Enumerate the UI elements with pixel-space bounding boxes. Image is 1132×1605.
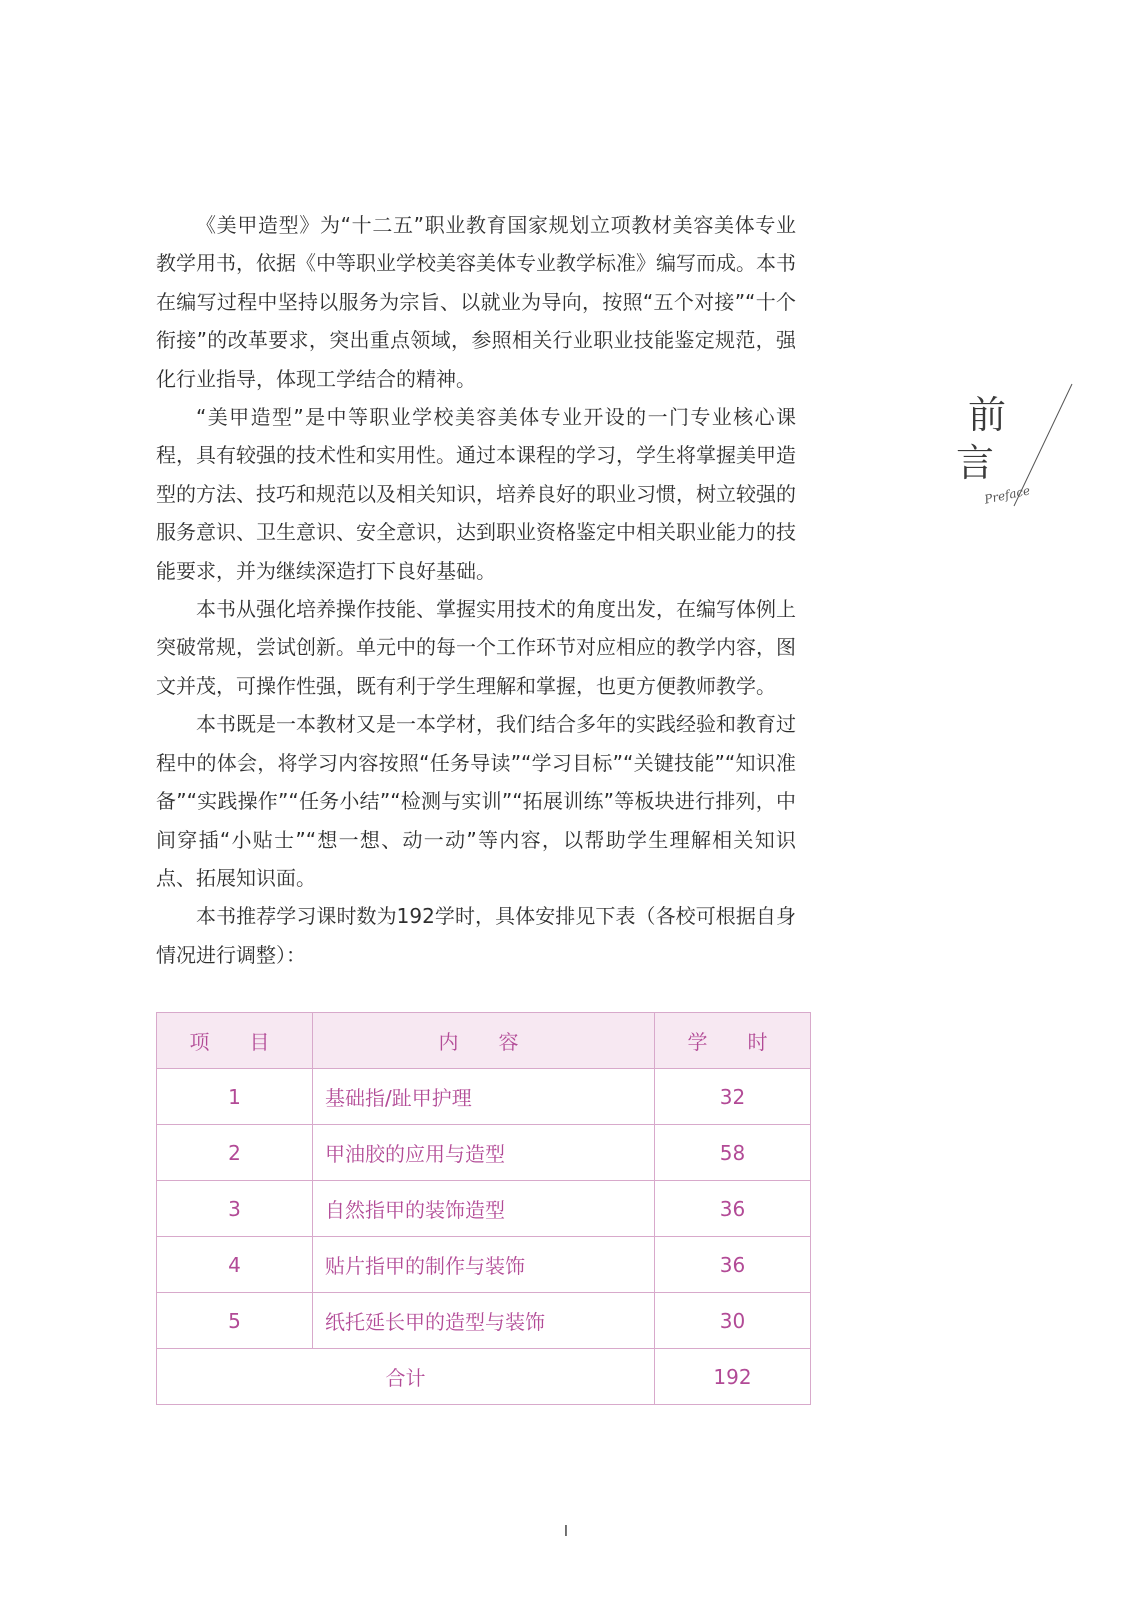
page-number: I	[563, 1522, 569, 1540]
row-number: 4	[157, 1237, 313, 1293]
table-row	[157, 1125, 811, 1181]
row-number: 1	[157, 1069, 313, 1125]
row-hours: 32	[655, 1069, 811, 1125]
paragraph-4: 本书既是一本教材又是一本学材，我们结合多年的实践经验和教育过程中的体会，将学习内容按照“任务导读”“学习目标”“关键技能”“知识准备”“实践操作”“任务小结”“检测与实训”“拓展训练”等板块进行排列，中间穿插“小贴士”“想一想、动一动”等内容，以帮助学生理解相关知识点、拓展知识面。	[156, 712, 796, 890]
header-content: 内 容	[313, 1013, 655, 1069]
paragraph-5: 本书推荐学习课时数为192学时，具体安排见下表（各校可根据自身情况进行调整）：	[156, 904, 796, 967]
total-hours: 192	[655, 1349, 811, 1405]
row-content: 甲油胶的应用与造型	[313, 1125, 655, 1181]
heading-english: Preface	[983, 483, 1032, 507]
heading-char-yan: 言	[956, 441, 995, 485]
table-row	[157, 1237, 811, 1293]
table-total-row	[157, 1349, 811, 1405]
table-header-row	[157, 1013, 811, 1069]
paragraph-3: 本书从强化培养操作技能、掌握实用技术的角度出发，在编写体例上突破常规，尝试创新。单元中的每一个工作环节对应相应的教学内容，图文并茂，可操作性强，既有利于学生理解和掌握，也更方便教师教学。	[156, 597, 796, 698]
table-row	[157, 1293, 811, 1349]
table-row	[157, 1069, 811, 1125]
preface-heading	[956, 380, 1080, 520]
row-hours: 36	[655, 1237, 811, 1293]
heading-char-qian: 前	[968, 393, 1007, 437]
row-number: 2	[157, 1125, 313, 1181]
table-row	[157, 1181, 811, 1237]
row-content: 纸托延长甲的造型与装饰	[313, 1293, 655, 1349]
row-number: 5	[157, 1293, 313, 1349]
paragraph-1: 《美甲造型》为“十二五”职业教育国家规划立项教材美容美体专业教学用书，依据《中等职业学校美容美体专业教学标准》编写而成。本书在编写过程中坚持以服务为宗旨、以就业为导向，按照“五个对接”“十个衔接”的改革要求，突出重点领域，参照相关行业职业技能鉴定规范，强化行业指导，体现工学结合的精神。	[156, 213, 796, 391]
preface-body	[156, 206, 796, 974]
row-content: 贴片指甲的制作与装饰	[313, 1237, 655, 1293]
paragraph-2: “美甲造型”是中等职业学校美容美体专业开设的一门专业核心课程，具有较强的技术性和实用性。通过本课程的学习，学生将掌握美甲造型的方法、技巧和规范以及相关知识，培养良好的职业习惯，树立较强的服务意识、卫生意识、安全意识，达到职业资格鉴定中相关职业能力的技能要求，并为继续深造打下良好基础。	[156, 405, 796, 583]
row-content: 自然指甲的装饰造型	[313, 1181, 655, 1237]
row-content: 基础指/趾甲护理	[313, 1069, 655, 1125]
row-hours: 30	[655, 1293, 811, 1349]
row-number: 3	[157, 1181, 313, 1237]
hours-table	[156, 1012, 811, 1405]
header-item: 项 目	[157, 1013, 313, 1069]
total-label: 合计	[157, 1349, 655, 1405]
row-hours: 36	[655, 1181, 811, 1237]
header-hours: 学 时	[655, 1013, 811, 1069]
row-hours: 58	[655, 1125, 811, 1181]
